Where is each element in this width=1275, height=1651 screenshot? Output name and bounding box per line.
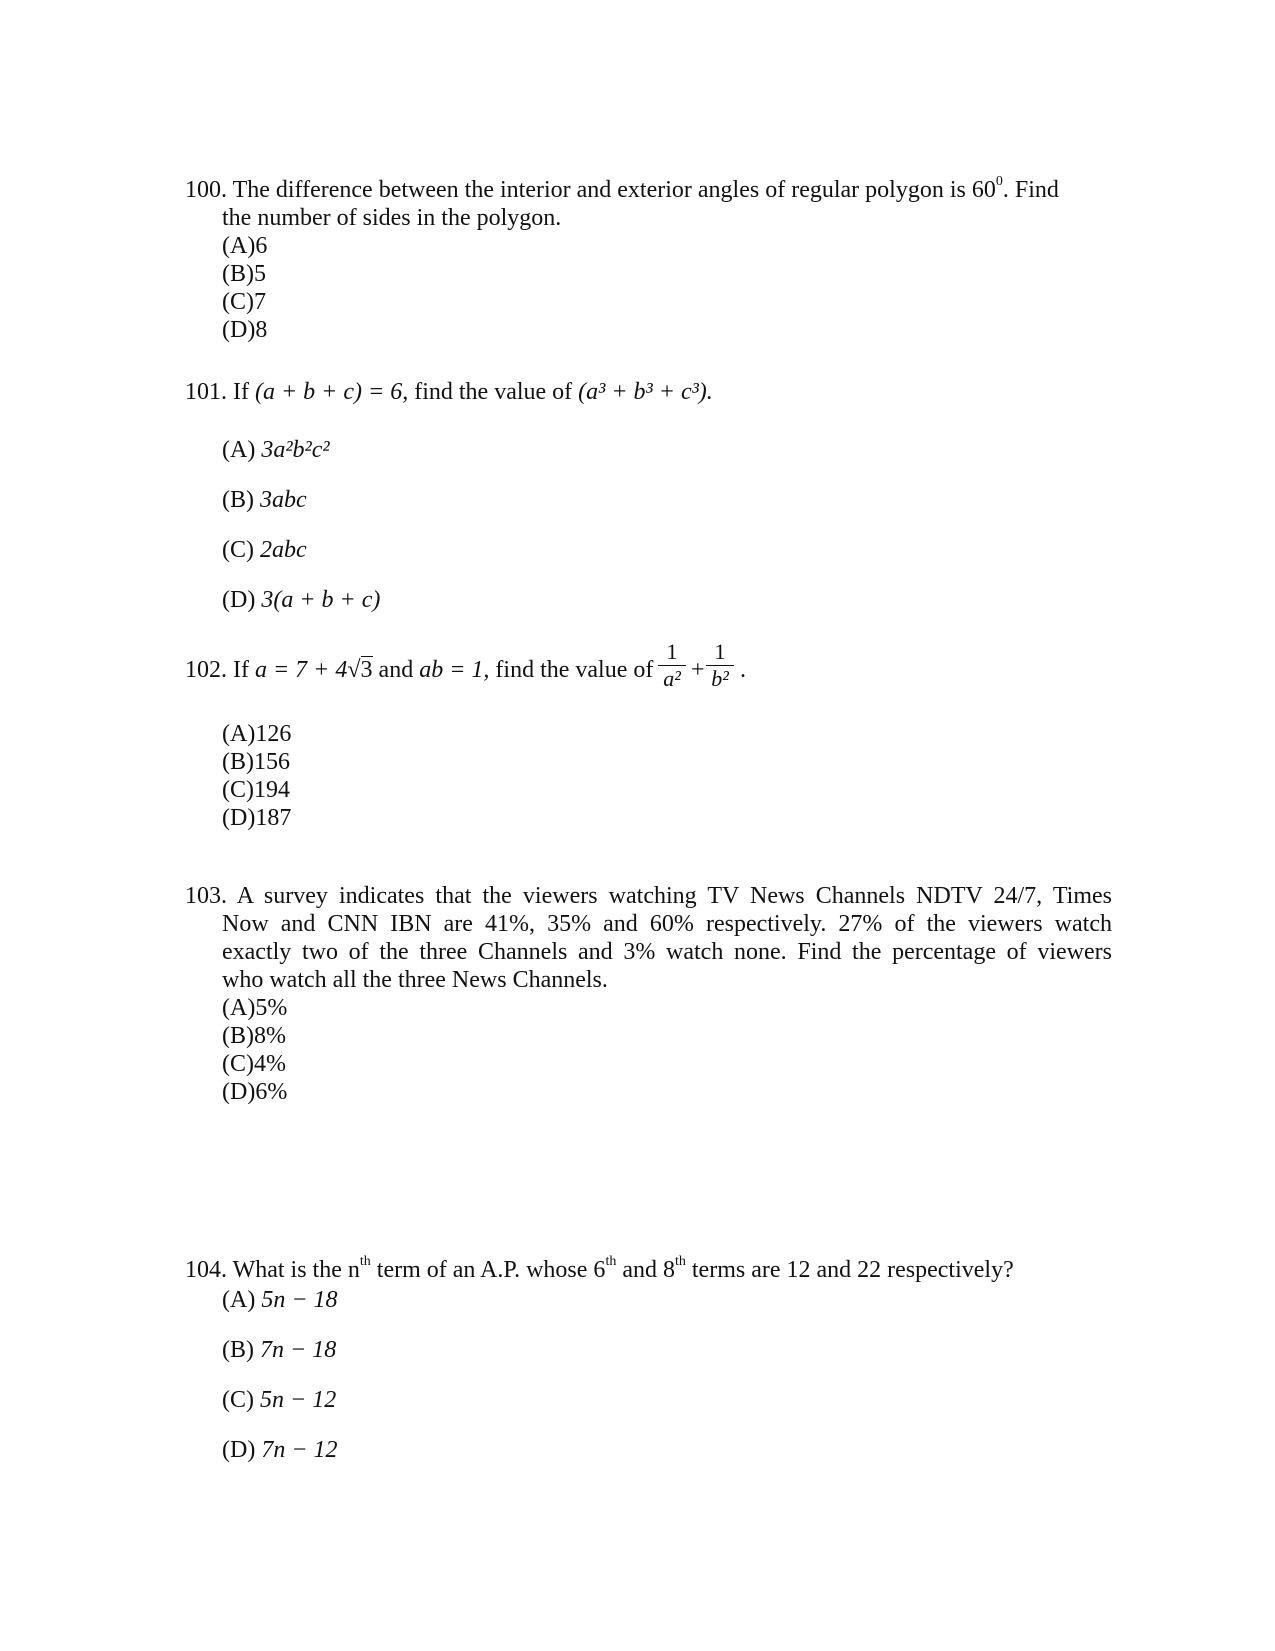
option-c: (C) 5n − 12 (222, 1387, 337, 1413)
option-a: (A) 5n − 18 (222, 1287, 338, 1313)
question-103-line-3: exactly two of the three Channels and 3% watch none. Find the percentage of viewers (222, 939, 1112, 965)
option-d: (D)6% (222, 1079, 288, 1105)
option-a: (A)126 (222, 721, 292, 747)
option-c: (C)4% (222, 1051, 286, 1077)
fraction-1-over-b-squared: 1 b² (706, 640, 734, 691)
question-103-line-2: Now and CNN IBN are 41%, 35% and 60% respectively. 27% of the viewers watch (222, 911, 1112, 937)
question-104-text: 104. What is the $n^{th}$ term of an A.P. whose 6th and 8th terms are 12 and 22 respectively? (185, 1254, 1014, 1283)
option-a: (A)6 (222, 233, 268, 259)
question-100-line-1: 100. The difference between the interior and exterior angles of regular polygon is $60^0$. Find (185, 174, 1059, 203)
option-d: (D)8 (222, 317, 268, 343)
option-b: (B)156 (222, 749, 290, 775)
question-103-line-4: who watch all the three News Channels. (222, 967, 608, 993)
option-c: (C)7 (222, 289, 266, 315)
option-d: (D) 7n − 12 (222, 1437, 338, 1463)
option-a: (A) 3a²b²c² (222, 437, 330, 463)
fraction-1-over-a-squared: 1 a² (658, 640, 686, 691)
option-b: (B) 3abc (222, 487, 307, 513)
option-b: (B)5 (222, 261, 266, 287)
question-103-line-1: 103. A survey indicates that the viewers watching TV News Channels NDTV 24/7, Times (185, 883, 1112, 909)
option-b: (B) 7n − 18 (222, 1337, 337, 1363)
option-d: (D)187 (222, 805, 292, 831)
sqrt-symbol: √3 (347, 657, 373, 683)
option-d: (D) 3(a + b + c) (222, 587, 381, 613)
question-100-line-2: the number of sides in the polygon. (222, 205, 562, 231)
option-b: (B)8% (222, 1023, 286, 1049)
plus-sign: + (691, 657, 705, 683)
period: . (740, 657, 746, 683)
question-101-text: 101. If (a + b + c) = 6, find the value of (a³ + b³ + c³). (185, 379, 713, 405)
option-c: (C) 2abc (222, 537, 307, 563)
option-a: (A)5% (222, 995, 288, 1021)
question-102-text: 102. If a = 7 + 4√3 and ab = 1, find the value of (185, 657, 654, 683)
option-c: (C)194 (222, 777, 290, 803)
